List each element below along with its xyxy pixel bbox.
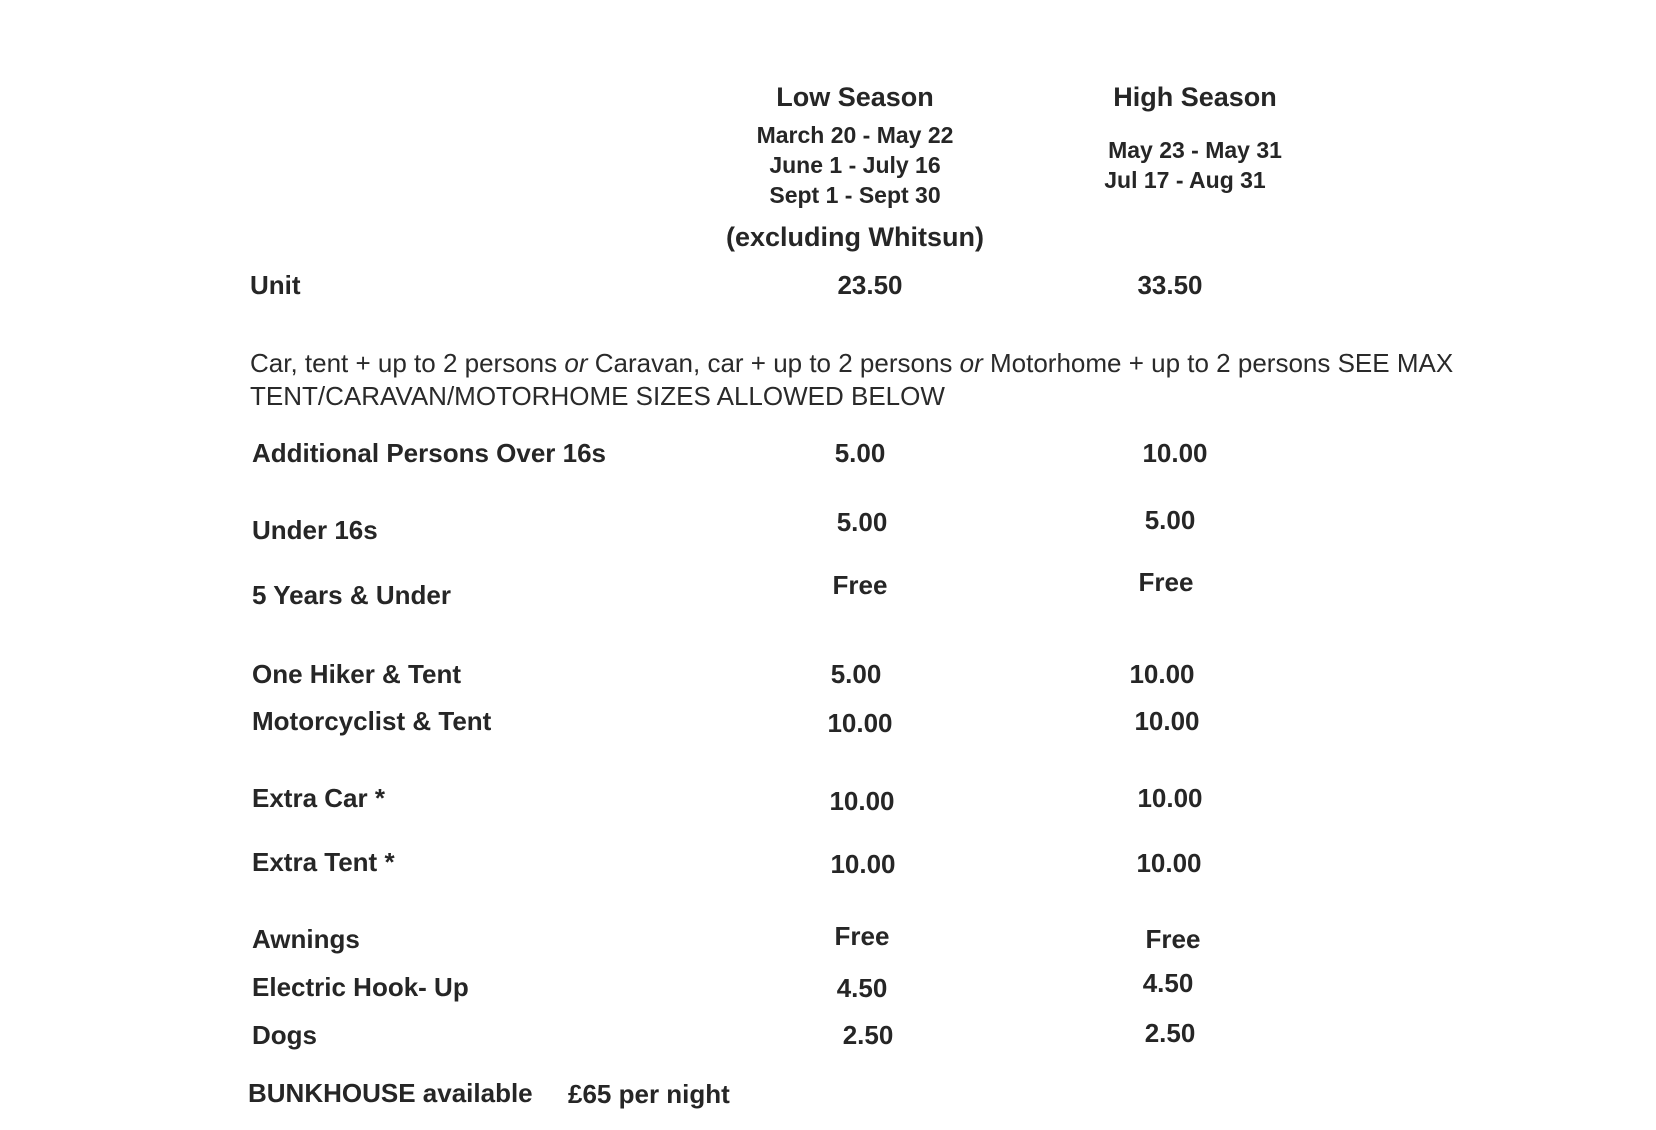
row-high-electric-hookup: 4.50 (1142, 968, 1194, 998)
row-high-extra-tent: 10.00 (1136, 848, 1202, 878)
row-high-additional-persons: 10.00 (1142, 438, 1208, 468)
description-part-2: Caravan, car + up to 2 persons (587, 348, 960, 378)
row-label-electric-hookup: Electric Hook- Up (252, 972, 469, 1002)
row-low-hiker-tent: 5.00 (830, 659, 882, 689)
low-season-note: (excluding Whitsun) (726, 222, 984, 252)
row-low-under-16s: 5.00 (836, 507, 888, 537)
row-low-awnings: Free (834, 921, 890, 951)
row-high-5-years: Free (1138, 567, 1194, 597)
low-season-date-2: June 1 - July 16 (769, 152, 941, 178)
description-or-2: or (959, 348, 983, 378)
row-high-extra-car: 10.00 (1137, 783, 1203, 813)
low-season-date-1: March 20 - May 22 (756, 122, 954, 148)
row-low-dogs: 2.50 (842, 1020, 894, 1050)
row-label-under-16s: Under 16s (252, 515, 378, 545)
row-low-electric-hookup: 4.50 (836, 973, 888, 1003)
row-low-extra-car: 10.00 (829, 786, 895, 816)
row-label-5-years: 5 Years & Under (252, 580, 451, 610)
unit-low-price: 23.50 (837, 270, 903, 300)
row-label-motorcyclist-tent: Motorcyclist & Tent (252, 706, 492, 736)
row-label-dogs: Dogs (252, 1020, 317, 1050)
row-low-extra-tent: 10.00 (830, 849, 896, 879)
row-high-under-16s: 5.00 (1144, 505, 1196, 535)
low-season-title: Low Season (776, 82, 934, 112)
description-part-3: Motorhome + up to 2 persons SEE MAX (982, 348, 1454, 378)
description-or-1: or (564, 348, 588, 378)
high-season-date-1: May 23 - May 31 (1108, 137, 1282, 163)
row-label-hiker-tent: One Hiker & Tent (252, 659, 462, 689)
high-season-date-2: Jul 17 - Aug 31 (1104, 167, 1266, 193)
row-low-motorcyclist-tent: 10.00 (827, 708, 893, 738)
unit-description (250, 347, 1453, 413)
row-high-motorcyclist-tent: 10.00 (1134, 706, 1200, 736)
unit-high-price: 33.50 (1137, 270, 1203, 300)
row-label-extra-car: Extra Car * (252, 783, 385, 813)
row-label-additional-persons: Additional Persons Over 16s (252, 438, 607, 468)
unit-label: Unit (250, 270, 301, 300)
row-low-additional-persons: 5.00 (834, 438, 886, 468)
bunkhouse-price: £65 per night (568, 1079, 730, 1109)
row-high-awnings: Free (1145, 924, 1201, 954)
row-low-5-years: Free (832, 570, 888, 600)
row-high-hiker-tent: 10.00 (1129, 659, 1195, 689)
bunkhouse-label: BUNKHOUSE available (248, 1078, 533, 1108)
row-high-dogs: 2.50 (1144, 1018, 1196, 1048)
description-line-2: TENT/CARAVAN/MOTORHOME SIZES ALLOWED BELOW (250, 381, 945, 411)
high-season-title: High Season (1113, 82, 1277, 112)
row-label-extra-tent: Extra Tent * (252, 847, 395, 877)
description-part-1: Car, tent + up to 2 persons (250, 348, 565, 378)
row-label-awnings: Awnings (252, 924, 360, 954)
low-season-date-3: Sept 1 - Sept 30 (769, 182, 941, 208)
